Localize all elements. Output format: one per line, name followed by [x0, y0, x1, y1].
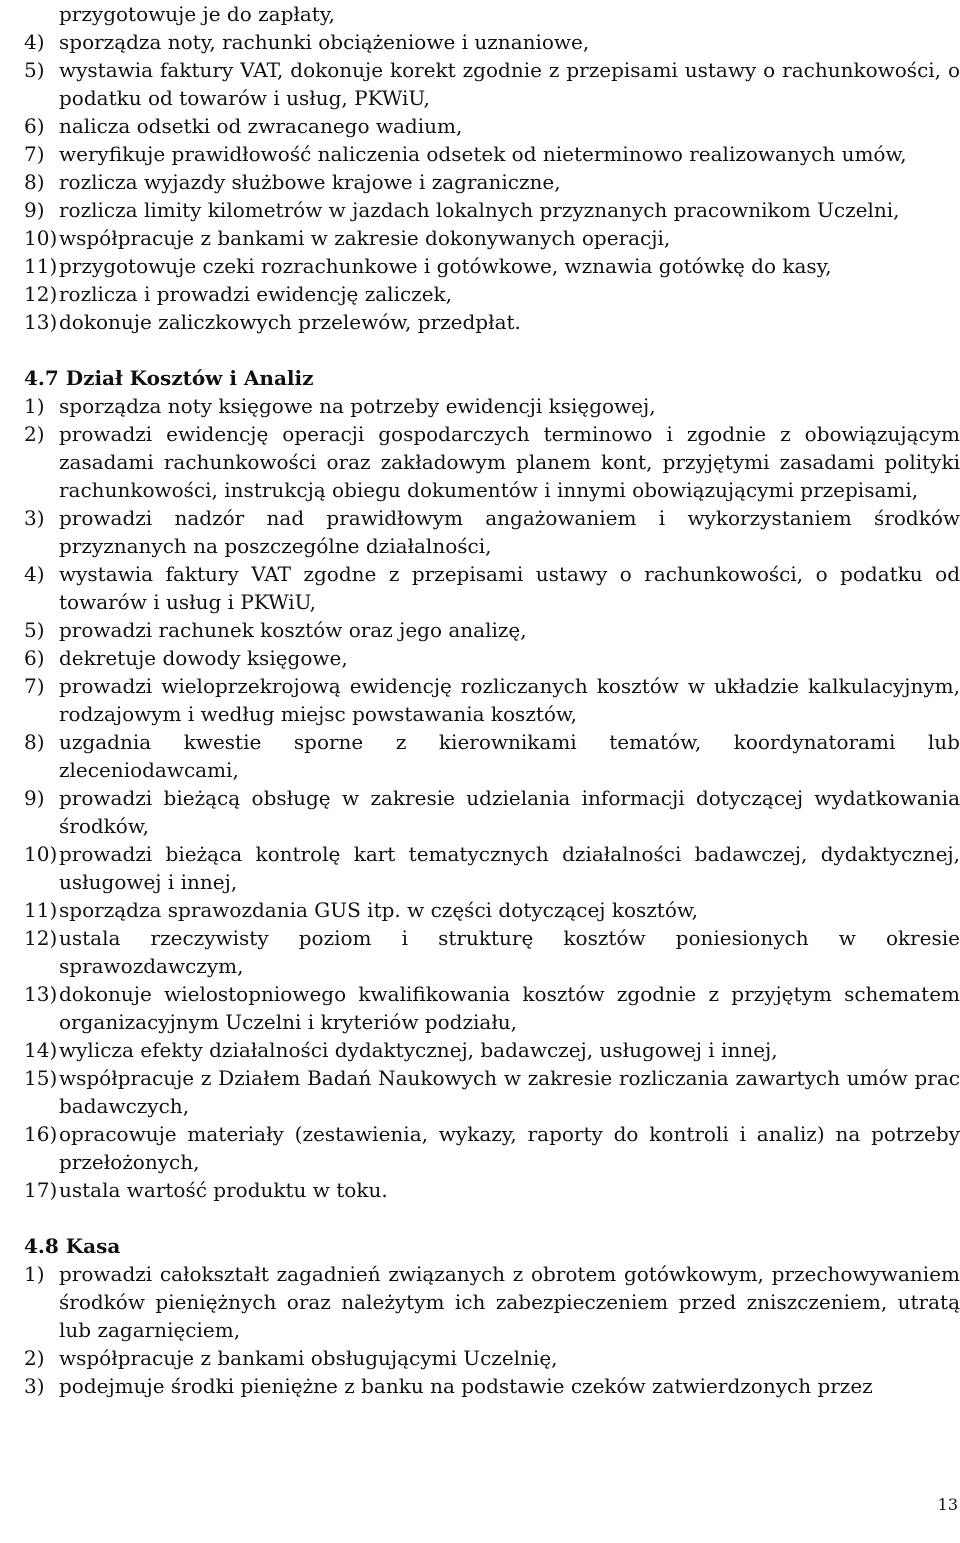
item-text: prowadzi bieżącą obsługę w zakresie udzielania informacji dotyczącej wydatkowania środków,	[59, 786, 960, 838]
list-item	[0, 28, 960, 56]
item-number: 1)	[24, 1262, 45, 1286]
item-number: 2)	[24, 1346, 45, 1370]
item-number: 15)	[24, 1066, 58, 1090]
item-text: sporządza sprawozdania GUS itp. w części dotyczącej kosztów,	[59, 898, 698, 922]
list-item	[0, 168, 960, 196]
list-item	[0, 616, 960, 644]
item-text: ustala wartość produktu w toku.	[59, 1178, 388, 1202]
list-item	[0, 784, 960, 840]
item-number: 3)	[24, 1374, 45, 1398]
item-number: 13)	[24, 310, 58, 334]
item-number: 7)	[24, 142, 45, 166]
item-text: rozlicza i prowadzi ewidencję zaliczek,	[59, 282, 453, 306]
list-item	[0, 196, 960, 224]
item-text: weryfikuje prawidłowość naliczenia odsetek od nieterminowo realizowanych umów,	[59, 142, 907, 166]
list-cash	[0, 1260, 960, 1400]
list-finance	[0, 28, 960, 336]
item-number: 10)	[24, 842, 58, 866]
item-number: 2)	[24, 422, 45, 446]
item-text: dekretuje dowody księgowe,	[59, 646, 348, 670]
list-item	[0, 56, 960, 112]
item-text: prowadzi bieżąca kontrolę kart tematycznych działalności badawczej, dydaktycznej, usługowej i innej,	[59, 842, 960, 894]
spacer	[0, 1204, 960, 1232]
item-text: nalicza odsetki od zwracanego wadium,	[59, 114, 463, 138]
item-text: rozlicza limity kilometrów w jazdach lokalnych przyznanych pracownikom Uczelni,	[59, 198, 900, 222]
item-text: opracowuje materiały (zestawienia, wykazy, raporty do kontroli i analiz) na potrzeby przełożonych,	[59, 1122, 960, 1174]
item-number: 6)	[24, 114, 45, 138]
item-number: 1)	[24, 394, 45, 418]
item-text: sporządza noty księgowe na potrzeby ewidencji księgowej,	[59, 394, 656, 418]
item-number: 13)	[24, 982, 58, 1006]
list-item	[0, 560, 960, 616]
list-item	[0, 672, 960, 728]
item-text: przygotowuje czeki rozrachunkowe i gotówkowe, wznawia gotówkę do kasy,	[59, 254, 832, 278]
item-number: 11)	[24, 898, 58, 922]
list-item	[0, 924, 960, 980]
item-number: 4)	[24, 30, 45, 54]
item-number: 9)	[24, 198, 45, 222]
item-text: uzgadnia kwestie sporne z kierownikami tematów, koordynatorami lub zleceniodawcami,	[59, 730, 960, 782]
item-number: 5)	[24, 58, 45, 82]
item-text: sporządza noty, rachunki obciążeniowe i uznaniowe,	[59, 30, 590, 54]
section-heading-4-8: 4.8 Kasa	[24, 1234, 121, 1258]
list-item	[0, 896, 960, 924]
list-item	[0, 728, 960, 784]
item-number: 16)	[24, 1122, 58, 1146]
list-item	[0, 504, 960, 560]
item-number: 8)	[24, 730, 45, 754]
item-text: wystawia faktury VAT, dokonuje korekt zgodnie z przepisami ustawy o rachunkowości, o podatku od towarów i usług, PKWiU,	[59, 58, 960, 110]
item-number: 7)	[24, 674, 45, 698]
list-item	[0, 420, 960, 504]
item-text: prowadzi całokształt zagadnień związanych z obrotem gotówkowym, przechowywaniem środków pieniężnych oraz należytym ich zabezpieczeniem przed zniszczeniem, utratą lub zagarnięciem,	[59, 1262, 960, 1342]
list-item	[0, 980, 960, 1036]
item-text: prowadzi nadzór nad prawidłowym angażowaniem i wykorzystaniem środków przyznanych na poszczególne działalności,	[59, 506, 960, 558]
item-text: rozlicza wyjazdy służbowe krajowe i zagraniczne,	[59, 170, 561, 194]
item-text: dokonuje zaliczkowych przelewów, przedpłat.	[59, 310, 521, 334]
list-costs	[0, 392, 960, 1204]
item-number: 6)	[24, 646, 45, 670]
list-item	[0, 140, 960, 168]
item-text: wylicza efekty działalności dydaktycznej, badawczej, usługowej i innej,	[59, 1038, 778, 1062]
list-item	[0, 280, 960, 308]
item-text: prowadzi ewidencję operacji gospodarczych terminowo i zgodnie z obowiązującym zasadami rachunkowości oraz zakładowym planem kont, przyjętymi zasadami polityki rachunkowości, instrukcją obiegu dokumentów i innymi obowiązującymi przepisami,	[59, 422, 960, 502]
list-item	[0, 224, 960, 252]
item-number: 9)	[24, 786, 45, 810]
item-text: podejmuje środki pieniężne z banku na podstawie czeków zatwierdzonych przez	[59, 1374, 873, 1398]
list-item	[0, 252, 960, 280]
list-item	[0, 1372, 960, 1400]
spacer	[0, 336, 960, 364]
item-number: 4)	[24, 562, 45, 586]
item-number: 3)	[24, 506, 45, 530]
section-heading-4-7: 4.7 Dział Kosztów i Analiz	[24, 366, 314, 390]
item-text: prowadzi rachunek kosztów oraz jego analizę,	[59, 618, 527, 642]
list-item	[0, 392, 960, 420]
list-item	[0, 644, 960, 672]
list-item	[0, 1120, 960, 1176]
item-number: 11)	[24, 254, 58, 278]
list-item	[0, 1260, 960, 1344]
list-item	[0, 1344, 960, 1372]
item-text: ustala rzeczywisty poziom i strukturę kosztów poniesionych w okresie sprawozdawczym,	[59, 926, 960, 978]
item-text: dokonuje wielostopniowego kwalifikowania kosztów zgodnie z przyjętym schematem organizacyjnym Uczelni i kryteriów podziału,	[59, 982, 960, 1034]
list-item	[0, 1176, 960, 1204]
list-item	[0, 1064, 960, 1120]
item-number: 12)	[24, 282, 58, 306]
list-item	[0, 112, 960, 140]
item-number: 8)	[24, 170, 45, 194]
list-item	[0, 840, 960, 896]
item-text: współpracuje z bankami obsługującymi Uczelnię,	[59, 1346, 558, 1370]
item-number: 17)	[24, 1178, 58, 1202]
item-number: 5)	[24, 618, 45, 642]
item-number: 12)	[24, 926, 58, 950]
continued-text: przygotowuje je do zapłaty,	[59, 2, 335, 26]
item-number: 10)	[24, 226, 58, 250]
list-item	[0, 1036, 960, 1064]
list-item	[0, 308, 960, 336]
item-text: współpracuje z Działem Badań Naukowych w zakresie rozliczania zawartych umów prac badawczych,	[59, 1066, 960, 1118]
item-text: współpracuje z bankami w zakresie dokonywanych operacji,	[59, 226, 671, 250]
item-number: 14)	[24, 1038, 58, 1062]
item-text: wystawia faktury VAT zgodne z przepisami ustawy o rachunkowości, o podatku od towarów i usług i PKWiU,	[59, 562, 960, 614]
page-number: 13	[937, 1495, 958, 1514]
item-text: prowadzi wieloprzekrojową ewidencję rozliczanych kosztów w układzie kalkulacyjnym, rodzajowym i według miejsc powstawania kosztów,	[59, 674, 960, 726]
